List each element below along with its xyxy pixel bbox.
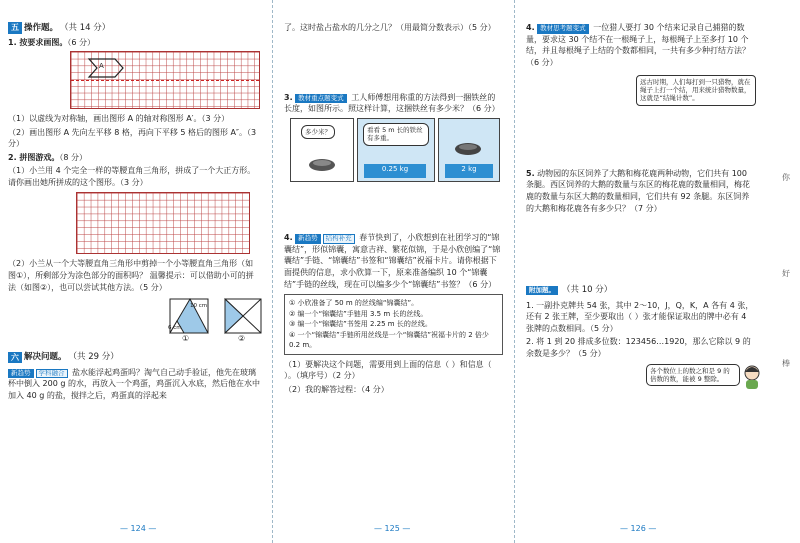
section5-number: 五: [8, 22, 22, 34]
q2-part1: （1）小兰用 4 个完全一样的等腰直角三角形，拼成了一个大正方形。请你画出她所拼成的这个图形。（3 分）: [8, 166, 256, 187]
wire-coil-icon-2: [453, 141, 483, 157]
section6-header: 六 解决问题。 （共 29 分）: [8, 351, 260, 363]
fig-num-2: ②: [238, 334, 246, 344]
q-salt-text: 盐水能浮起鸡蛋吗？淘气自己动手验证，他先在玻璃杯中倒入 200 g 的水，再放入一个鸡蛋，鸡蛋沉入水底，然后他在水中加入 40 g 的盐，搅拌之后，鸡蛋真的浮起来: [8, 367, 260, 400]
q4-number: 4.: [284, 232, 293, 242]
q2-figures: [166, 295, 260, 345]
extra-score: （共 10 分）: [562, 285, 613, 296]
q4-tag-1: 新趋势: [295, 234, 321, 244]
section5-header: [8, 22, 260, 34]
q2-score: （8 分）: [59, 152, 88, 162]
q4-text: 春节快到了，小欣想到在社团学习的“锦囊结”，形似锦囊，寓意吉祥、繁花似锦，于是小欣创编了“锦囊结”手链、“锦囊结”书签和“锦囊结”祝福卡片。请你根据下面提供的信息，求小欣算一下，原来准备编织 10 个“锦囊结”手链的丝线，现在可以编多少个“锦囊结”书签？（6 分）: [284, 232, 501, 289]
section6-title: 解决问题。: [24, 352, 67, 363]
side-char-3: 棒: [782, 359, 790, 368]
axis-line: [71, 80, 259, 81]
q2-grid: [76, 192, 250, 254]
r-q4-text: 一位猎人要打 30 个结来记录自己捕猎的数量，要求这 30 个结不在一根绳子上，每根绳子上至多打 10 个结，并且每根绳子上结的个数都相同，一共有多少种打结方法？（6 分）: [526, 23, 750, 67]
fig1-label-6cm: 6 cm: [168, 325, 182, 332]
tip-bubble: 各个数位上的数之和是 9 的倍数的数，能被 9 整除。: [646, 364, 740, 387]
figure-a: [87, 57, 127, 79]
q2-part2: （2）小兰从一个大等腰直角三角形中剪掉一个小等腰直角三角形（如图①），所剩部分为涂色部分的面积吗？ 温馨提示：可以借助小可的拼法（如图②），也可以尝试其他方法。（5 分）: [8, 259, 254, 292]
r-q4-tag: 教材思考题变式: [537, 24, 589, 34]
bubble-weigh-5m: 看看 5 m 长的铁丝有多重。: [363, 123, 429, 146]
middle-page: [276, 0, 509, 543]
scale-display-2: 2 kg: [445, 164, 493, 178]
page-divider-1: [272, 0, 273, 543]
extra-header: [526, 284, 756, 296]
knot-counting-note: 远古时期，人们每打到一只猎物，就在绳子上打一个结，用来统计猎物数量，这就是“结绳计数”。: [636, 75, 756, 106]
fig1-label-10cm: 10 cm: [190, 303, 208, 310]
q3-text: 工人师傅想用称重的方法得到一捆铁丝的长度，如图所示。照这样计算，这捆铁丝有多少米？（6 分）: [284, 92, 500, 114]
info-2: ② 编一个“锦囊结”手链用 3.5 m 长的丝线。: [289, 309, 428, 318]
q4-sub1: （1）要解决这个问题，需要用到上面的信息（ ）和信息（ ）。（填序号）（2 分）: [284, 359, 492, 381]
figure-a-label: A: [99, 61, 104, 70]
q5-number: 5.: [526, 168, 535, 178]
page-number-124: — 124 —: [120, 524, 157, 534]
comic-panel-2: [357, 118, 435, 182]
info-3: ③ 编一个“锦囊结”书签用 2.25 m 长的丝线。: [289, 320, 432, 329]
q4-sub2: （2）我的解答过程：（4 分）: [284, 384, 389, 394]
q4-tag-2: 结构补充: [323, 234, 355, 244]
tip-area: [646, 364, 762, 394]
q5-text: 动物园的东区饲养了大鹅和梅花鹿两种动物，它们共有 100 条腿。西区饲养的大鹅的数量与东区的梅花鹿的数量相同，梅花鹿的数量与东区大鹅的数量相同，它们共有 92 条腿。东区饲养的大鹅和梅花鹿各有多少只？（7 分）: [526, 168, 750, 213]
page-number-126: — 126 —: [620, 524, 657, 534]
info-box: [284, 294, 503, 355]
right-page: [520, 0, 760, 543]
q1-part1: （1）以虚线为对称轴，画出图形 A 的轴对称图形 A′。（3 分）: [8, 113, 230, 123]
q1-part2: （2）画出图形 A 先向左平移 8 格，再向下平移 5 格后的图形 A″。（3 分）: [8, 127, 257, 149]
info-1: ① 小欣准备了 50 m 的丝线编“锦囊结”。: [289, 299, 419, 308]
tag-subject: 学科融合: [36, 369, 68, 379]
q1-title: 1. 按要求画图。: [8, 38, 68, 48]
mid-continuation: 了。这时盐占盐水的几分之几？（用最简分数表示）（5 分）: [284, 23, 496, 32]
extra-q1: 1. 一副扑克牌共 54 张，其中 2～10，J，Q，K，A 各有 4 张，还有 2 张王牌，至少要取出（ ）张才能保证取出的牌中必有 4 张牌的点数相同。（5 分）: [526, 300, 754, 333]
left-page: [0, 0, 268, 543]
wire-coil-icon: [307, 157, 337, 173]
q3-number: 3.: [284, 92, 293, 102]
student-avatar-icon: [742, 364, 762, 390]
extra-tag: 附加题。: [526, 286, 558, 296]
section6-score: （共 29 分）: [68, 352, 119, 363]
info-4: ④ 一个“锦囊结”手链所用丝线是一个“锦囊结”祝福卡片的 2 倍少 0.2 m。: [289, 330, 489, 350]
comic-panel-1: [290, 118, 354, 182]
q2-title: 2. 拼图游戏。: [8, 152, 60, 162]
side-char-2: 好: [782, 269, 790, 278]
r-q4-number: 4.: [526, 23, 535, 32]
fig-num-1: ①: [182, 334, 190, 344]
tag-new-trend: 新趋势: [8, 369, 34, 379]
figure-triangle-2: [222, 295, 266, 335]
extra-q2: 2. 将 1 到 20 排成多位数：123456…1920，那么它除以 9 的余数是多少？（5 分）: [526, 337, 751, 358]
side-char-1: 你: [782, 173, 790, 182]
q3-comic: [290, 118, 503, 182]
q1-grid: [70, 51, 260, 109]
q3-tag: 教材重点题变式: [295, 94, 347, 104]
bubble-how-many-meters: 多少米？: [301, 125, 335, 139]
comic-panel-3: [438, 118, 500, 182]
page-number-125: — 125 —: [374, 524, 411, 534]
section5-title: 操作题。: [24, 23, 59, 33]
section5-score: （共 14 分）: [60, 23, 111, 33]
q1-score: （6 分）: [67, 38, 96, 48]
scale-display-1: 0.25 kg: [364, 164, 426, 178]
page-divider-2: [514, 0, 515, 543]
